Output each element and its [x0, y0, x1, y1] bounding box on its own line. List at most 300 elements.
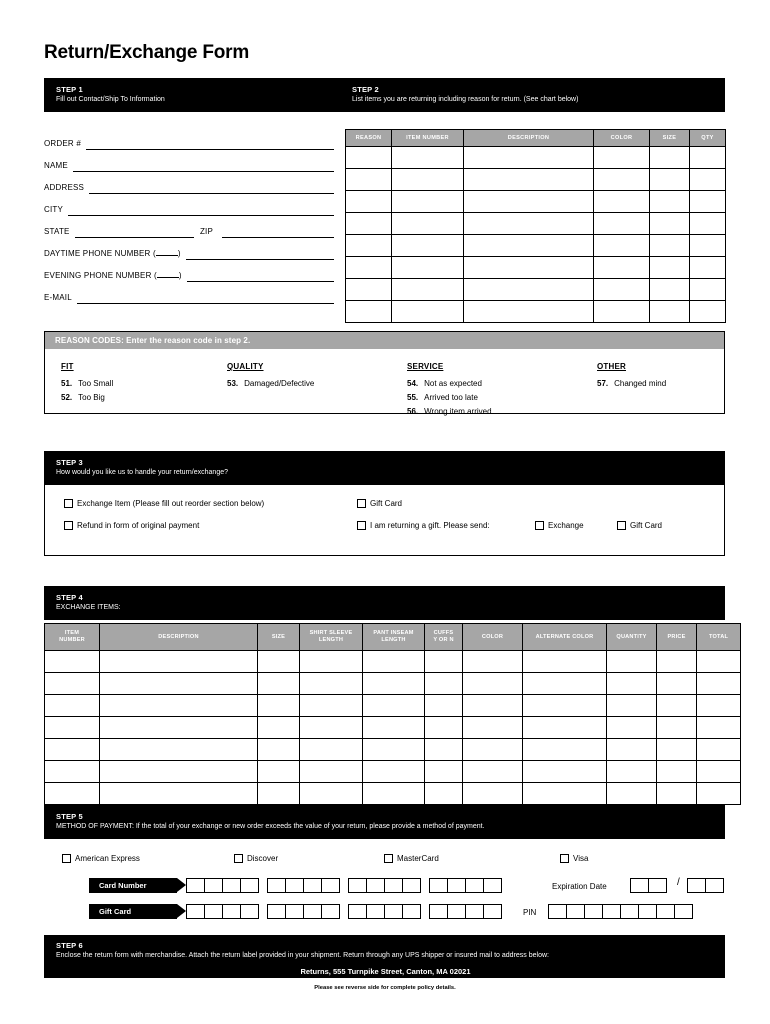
- table-row[interactable]: [346, 279, 726, 301]
- entry-cell[interactable]: [483, 904, 502, 919]
- card-visa-option[interactable]: [560, 854, 588, 863]
- option-returning-gift[interactable]: [357, 521, 490, 530]
- entry-cell[interactable]: [303, 878, 322, 893]
- checkbox-icon[interactable]: [384, 854, 393, 863]
- table-cell[interactable]: [300, 651, 363, 673]
- table-cell[interactable]: [300, 695, 363, 717]
- card-number-tag: Card Number: [89, 878, 177, 893]
- step4-header: [44, 586, 725, 620]
- table-cell[interactable]: [392, 213, 464, 235]
- table-cell[interactable]: [464, 147, 594, 169]
- entry-cell[interactable]: [384, 904, 403, 919]
- table-cell[interactable]: [523, 673, 607, 695]
- exchange-col-3: SIZE: [258, 624, 300, 651]
- reason-group-title: SERVICE: [407, 362, 444, 371]
- table-cell[interactable]: [594, 235, 650, 257]
- table-cell[interactable]: [523, 783, 607, 805]
- evening-phone-input[interactable]: [187, 268, 334, 282]
- reason-codes-heading: REASON CODES: Enter the reason code in step 2.: [45, 332, 724, 349]
- table-row[interactable]: [346, 147, 726, 169]
- expiration-year-input[interactable]: [687, 878, 723, 893]
- table-cell[interactable]: [523, 761, 607, 783]
- city-input[interactable]: [68, 202, 334, 216]
- entry-cell[interactable]: [465, 904, 484, 919]
- table-cell[interactable]: [363, 695, 425, 717]
- table-cell[interactable]: [363, 651, 425, 673]
- reason-item: [407, 405, 587, 419]
- area-code-evening[interactable]: ( ): [151, 271, 182, 280]
- table-cell[interactable]: [657, 739, 697, 761]
- table-cell[interactable]: [607, 783, 657, 805]
- table-cell[interactable]: [607, 761, 657, 783]
- table-cell[interactable]: [657, 651, 697, 673]
- table-cell[interactable]: [697, 761, 741, 783]
- field-label: NAME: [44, 161, 68, 170]
- table-cell[interactable]: [650, 235, 690, 257]
- table-cell[interactable]: [392, 301, 464, 323]
- table-cell[interactable]: [464, 213, 594, 235]
- field-email[interactable]: [44, 282, 334, 304]
- entry-cell[interactable]: [303, 904, 322, 919]
- table-cell[interactable]: [697, 695, 741, 717]
- reason-code: 54.: [407, 379, 419, 388]
- reason-group-quality: [217, 362, 397, 419]
- reason-item: [61, 391, 217, 405]
- table-cell[interactable]: [45, 717, 100, 739]
- entry-cell[interactable]: [465, 878, 484, 893]
- table-cell[interactable]: [100, 739, 258, 761]
- table-cell[interactable]: [464, 301, 594, 323]
- reason-text: Wrong item arrived: [424, 407, 492, 416]
- table-cell[interactable]: [45, 651, 100, 673]
- table-cell[interactable]: [300, 717, 363, 739]
- reason-item: [227, 377, 397, 391]
- field-city[interactable]: [44, 194, 334, 216]
- table-row[interactable]: [346, 235, 726, 257]
- card-label: Visa: [573, 854, 589, 863]
- table-cell[interactable]: [463, 717, 523, 739]
- table-cell[interactable]: [607, 717, 657, 739]
- table-cell[interactable]: [346, 191, 392, 213]
- table-cell[interactable]: [594, 169, 650, 191]
- table-cell[interactable]: [392, 147, 464, 169]
- entry-cell[interactable]: [204, 904, 223, 919]
- field-state-zip[interactable]: [44, 216, 334, 238]
- reason-text: Too Big: [78, 393, 105, 402]
- option-label: Gift Card: [630, 521, 663, 530]
- table-cell[interactable]: [363, 783, 425, 805]
- table-row[interactable]: [45, 695, 741, 717]
- entry-cell[interactable]: [240, 904, 259, 919]
- checkbox-icon[interactable]: [64, 499, 73, 508]
- field-label: ADDRESS: [44, 183, 85, 192]
- table-cell[interactable]: [425, 739, 463, 761]
- table-cell[interactable]: [697, 739, 741, 761]
- table-cell[interactable]: [523, 717, 607, 739]
- option-label: Exchange Item (Please fill out reorder section below): [77, 499, 265, 508]
- table-cell[interactable]: [425, 695, 463, 717]
- card-number-input[interactable]: [186, 878, 501, 893]
- step5-header: [44, 805, 725, 839]
- reason-group-other: [587, 362, 717, 419]
- step1-description: Fill out Contact/Ship To Information: [56, 96, 165, 103]
- order-number-input[interactable]: [86, 136, 334, 150]
- state-label: STATE: [44, 227, 70, 236]
- email-input[interactable]: [77, 290, 334, 304]
- entry-cell[interactable]: [366, 878, 385, 893]
- reason-item: [407, 377, 587, 391]
- table-cell[interactable]: [45, 739, 100, 761]
- table-cell[interactable]: [425, 761, 463, 783]
- entry-cell[interactable]: [602, 904, 621, 919]
- table-cell[interactable]: [425, 717, 463, 739]
- table-cell[interactable]: [607, 651, 657, 673]
- exchange-col-1: ITEM NUMBER: [45, 624, 100, 651]
- table-cell[interactable]: [363, 761, 425, 783]
- step3-description: How would you like us to handle your return/exchange?: [56, 469, 228, 476]
- table-cell[interactable]: [697, 717, 741, 739]
- step5-description: METHOD OF PAYMENT: If the total of your exchange or new order exceeds the value of your return, please provide a method of payment.: [56, 823, 485, 830]
- entry-cell[interactable]: [429, 878, 448, 893]
- reason-item: [407, 391, 587, 405]
- table-cell[interactable]: [690, 213, 726, 235]
- table-cell[interactable]: [392, 191, 464, 213]
- table-cell[interactable]: [363, 673, 425, 695]
- table-cell[interactable]: [523, 739, 607, 761]
- reason-group-title: OTHER: [597, 362, 626, 371]
- option-label: Exchange: [548, 521, 584, 530]
- return-address: Returns, 555 Turnpike Street, Canton, MA 02021: [300, 967, 471, 976]
- col-item-number: ITEM NUMBER: [392, 130, 464, 147]
- table-cell[interactable]: [657, 695, 697, 717]
- table-cell[interactable]: [463, 739, 523, 761]
- table-cell[interactable]: [464, 235, 594, 257]
- step3-header: [44, 451, 725, 485]
- table-cell[interactable]: [258, 717, 300, 739]
- reason-text: Arrived too late: [424, 393, 478, 402]
- table-cell[interactable]: [463, 783, 523, 805]
- entry-cell[interactable]: [705, 878, 724, 893]
- table-cell[interactable]: [258, 695, 300, 717]
- step2-description: List items you are returning including reason for return. (See chart below): [352, 96, 579, 103]
- table-row[interactable]: [45, 783, 741, 805]
- step3-options-box: [44, 485, 725, 556]
- checkbox-icon[interactable]: [62, 854, 71, 863]
- table-cell[interactable]: [258, 673, 300, 695]
- table-cell[interactable]: [346, 213, 392, 235]
- entry-cell[interactable]: [285, 904, 304, 919]
- table-cell[interactable]: [650, 279, 690, 301]
- reason-group-title: QUALITY: [227, 362, 264, 371]
- field-label: ORDER #: [44, 139, 81, 148]
- table-cell[interactable]: [300, 739, 363, 761]
- checkbox-icon[interactable]: [357, 521, 366, 530]
- checkbox-icon[interactable]: [535, 521, 544, 530]
- table-cell[interactable]: [258, 739, 300, 761]
- table-cell[interactable]: [690, 279, 726, 301]
- table-cell[interactable]: [100, 717, 258, 739]
- entry-cell[interactable]: [402, 878, 421, 893]
- step4-label: STEP 4: [56, 593, 83, 602]
- table-cell[interactable]: [594, 213, 650, 235]
- table-cell[interactable]: [657, 783, 697, 805]
- field-label: CITY: [44, 205, 64, 214]
- table-cell[interactable]: [425, 673, 463, 695]
- table-cell[interactable]: [363, 739, 425, 761]
- entry-cell[interactable]: [348, 904, 367, 919]
- entry-cell[interactable]: [620, 904, 639, 919]
- table-cell[interactable]: [657, 761, 697, 783]
- table-cell[interactable]: [594, 147, 650, 169]
- option-gift-card[interactable]: [357, 499, 402, 508]
- table-cell[interactable]: [464, 169, 594, 191]
- table-cell[interactable]: [45, 695, 100, 717]
- table-cell[interactable]: [300, 673, 363, 695]
- table-cell[interactable]: [523, 695, 607, 717]
- entry-cell[interactable]: [366, 904, 385, 919]
- expiration-month-input[interactable]: [630, 878, 666, 893]
- gift-card-input[interactable]: [186, 904, 501, 919]
- table-cell[interactable]: [258, 651, 300, 673]
- card-amex-option[interactable]: [62, 854, 140, 863]
- table-row[interactable]: [45, 739, 741, 761]
- entry-cell[interactable]: [630, 878, 649, 893]
- pin-label: PIN: [523, 908, 537, 917]
- step2-header: [340, 78, 725, 112]
- entry-cell[interactable]: [674, 904, 693, 919]
- col-description: DESCRIPTION: [464, 130, 594, 147]
- entry-cell[interactable]: [638, 904, 657, 919]
- entry-cell[interactable]: [285, 878, 304, 893]
- table-cell[interactable]: [594, 257, 650, 279]
- exchange-col-9: QUANTITY: [607, 624, 657, 651]
- reason-item: [597, 377, 717, 391]
- table-row[interactable]: [346, 169, 726, 191]
- entry-cell[interactable]: [656, 904, 675, 919]
- address-input[interactable]: [89, 180, 334, 194]
- table-row[interactable]: [346, 257, 726, 279]
- entry-cell[interactable]: [321, 878, 340, 893]
- card-label: MasterCard: [397, 854, 439, 863]
- option-gift-exchange[interactable]: [535, 521, 584, 530]
- expiration-separator: /: [677, 877, 680, 888]
- reason-text: Changed mind: [614, 379, 667, 388]
- field-daytime-phone[interactable]: [44, 238, 334, 260]
- table-cell[interactable]: [392, 169, 464, 191]
- table-cell[interactable]: [346, 147, 392, 169]
- table-cell[interactable]: [463, 651, 523, 673]
- entry-cell[interactable]: [267, 878, 286, 893]
- table-cell[interactable]: [100, 673, 258, 695]
- step1-step2-header: [44, 78, 725, 112]
- card-mastercard-option[interactable]: [384, 854, 439, 863]
- expiration-date-label: Expiration Date: [552, 882, 607, 891]
- table-cell[interactable]: [594, 301, 650, 323]
- table-cell[interactable]: [346, 169, 392, 191]
- daytime-phone-input[interactable]: [186, 246, 334, 260]
- table-cell[interactable]: [690, 147, 726, 169]
- field-order-number[interactable]: [44, 128, 334, 150]
- table-cell[interactable]: [690, 301, 726, 323]
- state-input[interactable]: [75, 224, 194, 238]
- table-cell[interactable]: [100, 695, 258, 717]
- returns-table-header-row: [346, 130, 726, 147]
- table-cell[interactable]: [392, 235, 464, 257]
- table-cell[interactable]: [650, 169, 690, 191]
- option-refund-original-payment[interactable]: [64, 521, 199, 530]
- card-label: Discover: [247, 854, 279, 863]
- table-row[interactable]: [346, 191, 726, 213]
- pin-input[interactable]: [548, 904, 692, 919]
- col-reason: REASON: [346, 130, 392, 147]
- checkbox-icon[interactable]: [64, 521, 73, 530]
- entry-cell[interactable]: [384, 878, 403, 893]
- entry-cell[interactable]: [204, 878, 223, 893]
- table-cell[interactable]: [690, 169, 726, 191]
- entry-cell[interactable]: [447, 904, 466, 919]
- table-cell[interactable]: [258, 761, 300, 783]
- entry-cell[interactable]: [402, 904, 421, 919]
- checkbox-icon[interactable]: [234, 854, 243, 863]
- reason-code: 52.: [61, 393, 73, 402]
- entry-cell[interactable]: [548, 904, 567, 919]
- table-cell[interactable]: [100, 651, 258, 673]
- entry-cell[interactable]: [584, 904, 603, 919]
- table-cell[interactable]: [346, 257, 392, 279]
- table-cell[interactable]: [690, 191, 726, 213]
- table-row[interactable]: [45, 651, 741, 673]
- table-cell[interactable]: [464, 257, 594, 279]
- entry-cell[interactable]: [687, 878, 706, 893]
- table-cell[interactable]: [650, 301, 690, 323]
- table-cell[interactable]: [425, 651, 463, 673]
- zip-input[interactable]: [222, 224, 334, 238]
- table-cell[interactable]: [650, 257, 690, 279]
- table-cell[interactable]: [346, 235, 392, 257]
- reason-text: Damaged/Defective: [244, 379, 315, 388]
- col-color: COLOR: [594, 130, 650, 147]
- option-label: Refund in form of original payment: [77, 521, 200, 530]
- table-cell[interactable]: [650, 213, 690, 235]
- field-label: EVENING PHONE NUMBER: [44, 271, 152, 280]
- field-evening-phone[interactable]: [44, 260, 334, 282]
- table-cell[interactable]: [650, 147, 690, 169]
- table-cell[interactable]: [346, 279, 392, 301]
- option-label: I am returning a gift. Please send:: [370, 521, 490, 530]
- entry-cell[interactable]: [483, 878, 502, 893]
- table-cell[interactable]: [346, 301, 392, 323]
- table-cell[interactable]: [607, 695, 657, 717]
- table-cell[interactable]: [690, 257, 726, 279]
- field-label: E-MAIL: [44, 293, 72, 302]
- entry-cell[interactable]: [566, 904, 585, 919]
- table-cell[interactable]: [464, 279, 594, 301]
- table-cell[interactable]: [594, 191, 650, 213]
- table-cell[interactable]: [392, 279, 464, 301]
- exchange-col-7: COLOR: [463, 624, 523, 651]
- table-cell[interactable]: [392, 257, 464, 279]
- exchange-col-10: PRICE: [657, 624, 697, 651]
- entry-cell[interactable]: [222, 904, 241, 919]
- reason-group-service: [397, 362, 587, 419]
- checkbox-icon[interactable]: [617, 521, 626, 530]
- entry-cell[interactable]: [240, 878, 259, 893]
- entry-cell[interactable]: [429, 904, 448, 919]
- table-row[interactable]: [45, 761, 741, 783]
- table-row[interactable]: [45, 717, 741, 739]
- table-row[interactable]: [45, 673, 741, 695]
- table-cell[interactable]: [607, 739, 657, 761]
- reason-code: 55.: [407, 393, 419, 402]
- entry-cell[interactable]: [648, 878, 667, 893]
- step1-header: [44, 78, 340, 112]
- table-cell[interactable]: [657, 673, 697, 695]
- table-cell[interactable]: [523, 651, 607, 673]
- table-cell[interactable]: [258, 783, 300, 805]
- checkbox-icon[interactable]: [357, 499, 366, 508]
- exchange-items-table[interactable]: [44, 623, 741, 805]
- table-cell[interactable]: [657, 717, 697, 739]
- table-cell[interactable]: [690, 235, 726, 257]
- table-cell[interactable]: [425, 783, 463, 805]
- option-gift-giftcard[interactable]: [617, 521, 662, 530]
- table-cell[interactable]: [697, 651, 741, 673]
- table-cell[interactable]: [463, 673, 523, 695]
- step4-description: EXCHANGE ITEMS:: [56, 604, 121, 611]
- table-cell[interactable]: [594, 279, 650, 301]
- step6-header: [44, 935, 725, 978]
- entry-cell[interactable]: [267, 904, 286, 919]
- step1-label: STEP 1: [56, 85, 83, 94]
- table-cell[interactable]: [464, 191, 594, 213]
- table-cell[interactable]: [607, 673, 657, 695]
- option-label: Gift Card: [370, 499, 403, 508]
- entry-cell[interactable]: [186, 904, 205, 919]
- table-row[interactable]: [346, 213, 726, 235]
- reason-codes-box: [44, 331, 725, 414]
- table-row[interactable]: [346, 301, 726, 323]
- table-cell[interactable]: [100, 783, 258, 805]
- table-cell[interactable]: [650, 191, 690, 213]
- table-cell[interactable]: [45, 783, 100, 805]
- field-address[interactable]: [44, 172, 334, 194]
- field-name[interactable]: [44, 150, 334, 172]
- checkbox-icon[interactable]: [560, 854, 569, 863]
- entry-cell[interactable]: [348, 878, 367, 893]
- table-cell[interactable]: [463, 695, 523, 717]
- table-cell[interactable]: [45, 761, 100, 783]
- table-cell[interactable]: [463, 761, 523, 783]
- name-input[interactable]: [73, 158, 334, 172]
- table-cell[interactable]: [697, 673, 741, 695]
- entry-cell[interactable]: [321, 904, 340, 919]
- entry-cell[interactable]: [222, 878, 241, 893]
- table-cell[interactable]: [300, 761, 363, 783]
- returns-table[interactable]: [345, 129, 726, 323]
- area-code-daytime[interactable]: ( ): [150, 249, 181, 258]
- entry-cell[interactable]: [186, 878, 205, 893]
- table-cell[interactable]: [363, 717, 425, 739]
- option-exchange-item[interactable]: [64, 499, 264, 508]
- card-label: American Express: [75, 854, 140, 863]
- table-cell[interactable]: [300, 783, 363, 805]
- reason-group-title: FIT: [61, 362, 74, 371]
- table-cell[interactable]: [100, 761, 258, 783]
- entry-cell[interactable]: [447, 878, 466, 893]
- card-discover-option[interactable]: [234, 854, 278, 863]
- table-cell[interactable]: [45, 673, 100, 695]
- table-cell[interactable]: [697, 783, 741, 805]
